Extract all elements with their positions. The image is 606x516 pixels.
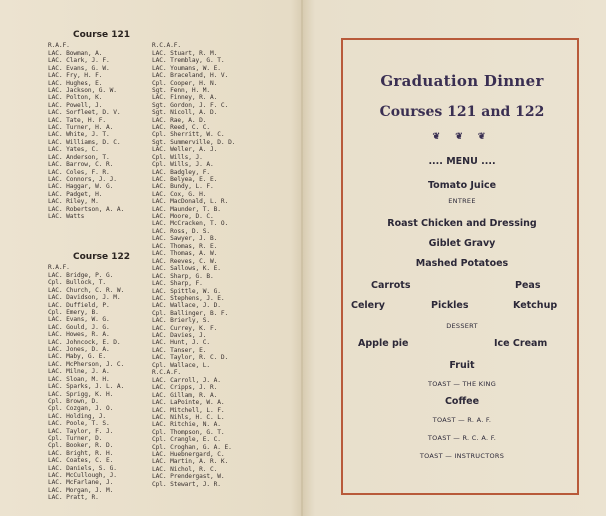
roster-entry: Cpl. Bullock, T. [48, 279, 107, 287]
roster-entry: LAC. Wallace, J. D. [152, 302, 221, 310]
roster-entry: LAC. Davidson, J. M. [48, 294, 121, 302]
roster-entry: LAC. Hunt, J. C. [152, 339, 211, 347]
c121-rcaf-list [152, 50, 235, 257]
roster-entry: LAC. Currey, K. F. [152, 324, 218, 332]
roster-entry: LAC. Clark, J. F. [48, 57, 110, 65]
roster-entry: Cpl. Wallace, L. [152, 361, 211, 369]
roster-entry: LAC. Sharp, F. [152, 280, 203, 288]
c121-rcaf-header: R.C.A.F. [152, 42, 182, 49]
roster-page [0, 0, 300, 516]
section-entree: ENTREE [448, 197, 476, 205]
ornament-icon: ❦ ❦ ❦ [432, 132, 492, 142]
menu-item-fruit: Fruit [449, 360, 475, 371]
roster-entry: LAC. Badgley, F. [152, 168, 211, 176]
roster-entry: LAC. Braceland, H. V. [152, 72, 229, 80]
roster-entry: LAC. Sawyer, J. B. [152, 235, 218, 243]
roster-entry: LAC. Connors, J. J. [48, 175, 117, 183]
c122-rcaf-header: R.C.A.F. [152, 369, 182, 376]
roster-entry: LAC. Watts [48, 212, 85, 220]
menu-item-ketchup: Ketchup [513, 300, 558, 311]
menu-item-roast-chicken: Roast Chicken and Dressing [387, 218, 537, 229]
roster-entry: LAC. Polton, K. [48, 94, 103, 102]
roster-entry: LAC. Gillam, R. A. [152, 391, 218, 399]
menu-item-coffee: Coffee [444, 396, 480, 407]
roster-entry: LAC. Huebnergard, C. [152, 451, 225, 459]
roster-entry: LAC. Cox, G. H. [152, 190, 207, 198]
roster-entry: LAC. Evans, W. G. [48, 316, 110, 324]
roster-entry: LAC. Sorfleet, D. V. [48, 109, 121, 117]
menu-item-pickles: Pickles [431, 300, 469, 311]
menu-subtitle: Courses 121 and 122 [379, 104, 545, 120]
roster-entry: Cpl. Sherritt, W. C. [152, 131, 225, 139]
roster-entry: LAC. Williams, D. C. [48, 138, 121, 146]
roster-entry: LAC. Jones, D. A. [48, 346, 110, 354]
roster-entry: LAC. Duffield, P. [48, 301, 110, 309]
menu-item-giblet-gravy: Giblet Gravy [428, 238, 496, 249]
roster-entry: LAC. Tate, H. F. [48, 116, 107, 124]
roster-entry: LAC. Sloan, M. H. [48, 375, 110, 383]
roster-entry: LAC. Gould, J. G. [48, 323, 110, 331]
roster-entry: LAC. Poole, T. S. [48, 420, 110, 428]
roster-entry: LAC. Stuart, R. M. [152, 50, 218, 57]
roster-entry: LAC. MacDonald, L. R. [152, 198, 229, 206]
roster-entry: LAC. Milne, J. A. [48, 368, 110, 376]
c122-rcaf-list [152, 377, 232, 488]
roster-entry: LAC. Maunder, T. B. [152, 205, 221, 213]
c122-raf-list [48, 272, 124, 502]
roster-entry: LAC. McFarlane, J. [48, 479, 114, 487]
roster-entry: LAC. Taylor, F. J. [48, 427, 114, 435]
roster-entry: LAC. McCullough, J. [48, 471, 117, 479]
menu-item-peas: Peas [515, 280, 541, 291]
c121-raf-list [48, 50, 124, 220]
roster-entry: Sgt. Summerville, D. D. [152, 138, 236, 146]
roster-entry: LAC. White, J. T. [48, 131, 110, 139]
roster-entry: LAC. Youmans, W. E. [152, 64, 221, 72]
roster-entry: LAC. Finney, R. A. [152, 94, 218, 102]
roster-entry: LAC. Johncock, E. D. [48, 338, 121, 346]
roster-entry: LAC. Sprigg, K. H. [48, 390, 114, 398]
roster-entry: LAC. Bundy, L. F. [152, 183, 214, 191]
roster-entry: Cpl. Cozgan, J. O. [48, 405, 114, 413]
roster-entry: LAC. Hughes, E. [48, 79, 103, 87]
roster-entry: LAC. Mitchell, L. F. [152, 406, 225, 414]
roster-entry: LAC. Howes, R. A. [48, 331, 110, 339]
c122-raf-list-2 [152, 258, 228, 369]
roster-entry: LAC. Reeves, C. W. [152, 258, 218, 265]
menu-item-mashed-potatoes: Mashed Potatoes [415, 258, 509, 269]
roster-entry: Sgt. Gordon, J. F. C. [152, 101, 229, 109]
roster-entry: LAC. Brierly, S. [152, 317, 211, 325]
roster-entry: LAC. Anderson, T. [48, 153, 110, 161]
roster-entry: LAC. Carroll, J. A. [152, 377, 221, 384]
roster-entry: LAC. Prendergast, W. [152, 473, 225, 481]
roster-entry: LAC. Riley, M. [48, 198, 99, 206]
roster-entry: LAC. Taylor, R. C. D. [152, 354, 229, 362]
roster-entry: Cpl. Cooper, H. N. [152, 79, 218, 87]
roster-entry: LAC. Evans, G. W. [48, 64, 110, 72]
roster-entry: Cpl. Ballinger, B. F. [152, 309, 229, 317]
roster-entry: LAC. Nichol, R. C. [152, 465, 218, 473]
roster-entry: Cpl. Wills, J. [152, 153, 203, 161]
roster-entry: LAC. Moore, D. C. [152, 212, 214, 220]
roster-entry: LAC. Sparks, J. L. A. [48, 383, 125, 391]
roster-entry: LAC. Coates, C. E. [48, 457, 114, 465]
roster-entry: LAC. Holding, J. [48, 412, 107, 420]
c121-raf-header: R.A.F. [48, 42, 70, 49]
roster-entry: LAC. Pratt, R. [48, 494, 99, 502]
roster-entry: Cpl. Turner, D. [48, 434, 103, 442]
roster-entry: LAC. Davies, J. [152, 332, 207, 340]
menu-item-ice-cream: Ice Cream [494, 338, 548, 349]
roster-entry: LAC. Thomas, R. E. [152, 242, 218, 250]
roster-entry: LAC. Robertson, A. A. [48, 205, 125, 213]
roster-entry: LAC. Bright, R. H. [48, 449, 114, 457]
course-121-title: Course 121 [73, 30, 131, 40]
roster-entry: Cpl. Thompson, G. T. [152, 428, 225, 436]
roster-entry: Sgt. Fenn, H. M. [152, 87, 211, 95]
toast-king: TOAST — THE KING [427, 380, 497, 388]
roster-entry: LAC. Fry, H. F. [48, 72, 103, 80]
roster-entry: LAC. Martin, A. R. K. [152, 458, 229, 466]
menu-title: Graduation Dinner [380, 72, 544, 90]
roster-entry: LAC. Bowman, A. [48, 50, 103, 57]
menu-item-carrots: Carrots [371, 280, 411, 291]
roster-entry: LAC. Sallows, K. E. [152, 265, 221, 273]
roster-entry: LAC. Powell, J. [48, 101, 103, 109]
toast-rcaf: TOAST — R. C. A. F. [427, 434, 497, 442]
roster-entry: Cpl. Emery, B. [48, 309, 99, 317]
roster-entry: LAC. Bridge, P. G. [48, 272, 114, 279]
roster-entry: LAC. Thomas, A. W. [152, 249, 218, 257]
roster-entry: LAC. Maby, G. E. [48, 353, 107, 361]
roster-entry: LAC. McCracken, T. O. [152, 220, 229, 228]
toast-instructors: TOAST — INSTRUCTORS [419, 452, 505, 460]
menu-item-tomato-juice: Tomato Juice [427, 180, 497, 191]
roster-entry: LAC. Stephens, J. E. [152, 295, 225, 303]
roster-entry: LAC. Ritchie, N. A. [152, 421, 221, 429]
c122-raf-header: R.A.F. [48, 264, 70, 271]
section-dessert: DESSERT [446, 322, 478, 330]
roster-entry: LAC. Weller, A. J. [152, 146, 218, 154]
roster-entry: Cpl. Wills, J. A. [152, 161, 214, 169]
menu-item-celery: Celery [351, 300, 385, 311]
menu-label: .... MENU .... [428, 156, 496, 167]
roster-entry: LAC. Spittle, W. G. [152, 287, 221, 295]
roster-entry: LAC. Tanser, E. [152, 346, 207, 354]
roster-entry: Cpl. Brown, D. [48, 397, 99, 405]
menu-item-apple-pie: Apple pie [358, 338, 409, 349]
roster-entry: LAC. Ross, D. S. [152, 227, 211, 235]
roster-entry: LAC. McPherson, J. C. [48, 360, 125, 368]
roster-entry: LAC. Coles, F. R. [48, 168, 110, 176]
roster-entry: LAC. Tremblay, G. T. [152, 57, 225, 65]
roster-entry: LAC. Reed, C. C. [152, 124, 211, 132]
roster-entry: Sgt. Nicoll, A. D. [152, 109, 218, 117]
roster-entry: LAC. Sharp, G. B. [152, 272, 214, 280]
roster-entry: LAC. LaPointe, W. A. [152, 399, 225, 407]
roster-entry: LAC. Rae, A. D. [152, 116, 207, 124]
course-122-title: Course 122 [73, 252, 131, 262]
roster-entry: Cpl. Stewart, J. R. [152, 480, 221, 488]
roster-entry: LAC. Daniels, S. G. [48, 464, 117, 472]
roster-entry: LAC. Jackson, G. W. [48, 87, 117, 95]
roster-entry: LAC. Yates, C. [48, 146, 99, 154]
toast-raf: TOAST — R. A. F. [432, 416, 492, 424]
roster-entry: LAC. Cripps, J. R. [152, 384, 218, 392]
menu-frame [341, 38, 579, 495]
roster-entry: LAC. Nihls, H. C. L. [152, 414, 225, 422]
roster-entry: LAC. Belyea, E. E. [152, 175, 218, 183]
roster-entry: LAC. Church, C. R. W. [48, 286, 125, 294]
roster-entry: Cpl. Croghan, G. A. E. [152, 443, 232, 451]
roster-entry: LAC. Padget, H. [48, 190, 103, 198]
roster-entry: LAC. Barrow, C. R. [48, 161, 114, 169]
roster-entry: LAC. Morgan, J. M. [48, 486, 114, 494]
roster-entry: Cpl. Crangle, E. C. [152, 436, 221, 444]
roster-entry: LAC. Haggar, W. G. [48, 183, 114, 191]
center-fold [301, 0, 303, 516]
roster-entry: LAC. Turner, H. A. [48, 124, 114, 132]
roster-entry: Cpl. Booker, R. D. [48, 442, 114, 450]
